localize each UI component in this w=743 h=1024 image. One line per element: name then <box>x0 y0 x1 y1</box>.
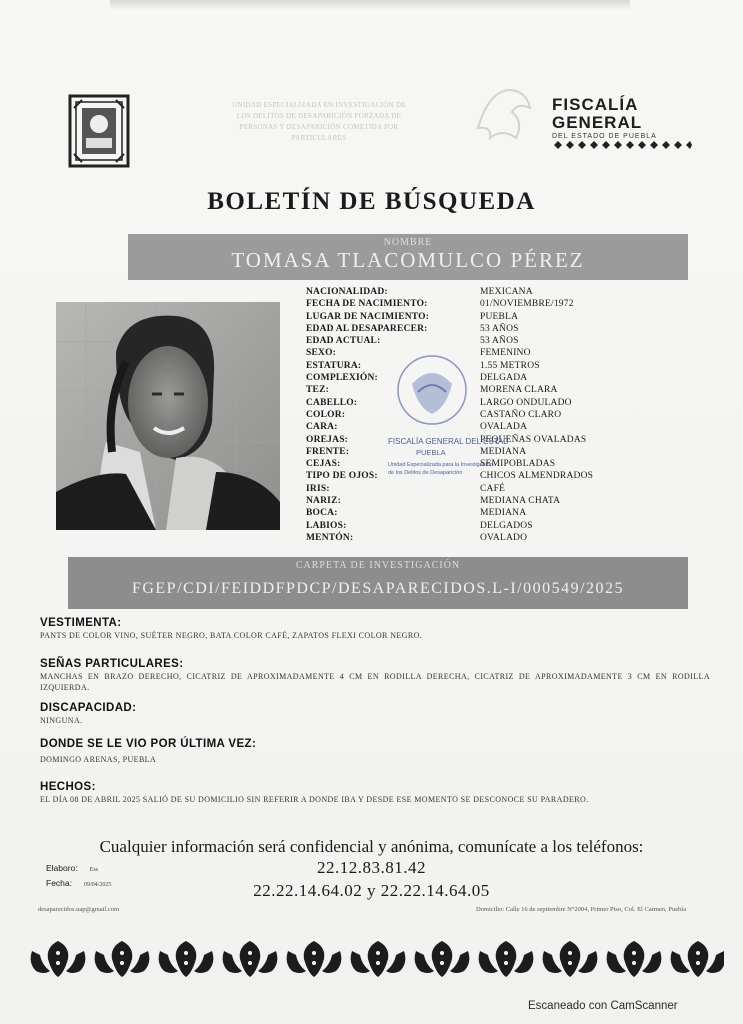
field-label: SEXO: <box>306 348 337 359</box>
field-label: OREJAS: <box>306 434 349 445</box>
contact-message: Cualquier información será confidencial y anónima, comunícate a los teléfonos: <box>99 837 644 856</box>
field-label: IRIS: <box>306 483 330 494</box>
person-name: TOMASA TLACOMULCO PÉREZ <box>231 248 585 272</box>
field-label: EDAD ACTUAL: <box>306 336 381 347</box>
hechos-heading: HECHOS: <box>40 781 96 793</box>
org-line: UNIDAD ESPECIALIZADA EN INVESTIGACIÓN DE <box>232 101 406 109</box>
carpeta-label: CARPETA DE INVESTIGACIÓN <box>295 560 461 571</box>
field-value: SEMIPOBLADAS <box>480 459 556 470</box>
state-seal-icon <box>68 94 130 168</box>
section-vestimenta <box>40 617 710 641</box>
field-label: NARIZ: <box>306 496 341 507</box>
field-label: BOCA: <box>306 508 338 519</box>
field-label: CEJAS: <box>306 459 341 470</box>
contact-email: desaparecidos.uap@gmail.com <box>38 906 120 913</box>
talavera-motif <box>479 941 534 977</box>
field-value: OVALADA <box>480 422 528 433</box>
field-value: 1.55 METROS <box>480 360 540 371</box>
org-line: PERSONAS Y DESAPARICIÓN COMETIDA POR <box>239 123 399 131</box>
stamp-line1: FISCALÍA GENERAL DEL ESTADO <box>388 437 508 446</box>
camscanner-watermark: Escaneado con CamScanner <box>528 1000 678 1012</box>
carpeta-number: FGEP/CDI/FEIDDFPDCP/DESAPARECIDOS.L-I/000549/2025 <box>131 580 625 597</box>
elaboro-value: Ess <box>89 867 99 873</box>
field-label: TIPO DE OJOS: <box>306 471 378 482</box>
field-value: CHICOS ALMENDRADOS <box>480 471 594 482</box>
elaboration-info <box>46 862 111 892</box>
field-value: 53 AÑOS <box>480 323 519 334</box>
field-value: CAFÉ <box>480 483 506 494</box>
fiscalia-line1: FISCALÍA <box>552 95 639 114</box>
field-label: ESTATURA: <box>306 360 362 371</box>
section-senas <box>40 658 710 693</box>
section-discapacidad <box>40 702 710 726</box>
field-label: CABELLO: <box>306 397 358 408</box>
elaboro-label: Elaboro: <box>46 863 78 873</box>
talavera-motif <box>415 941 470 977</box>
faded-eagle-icon <box>468 78 538 148</box>
page-title: BOLETÍN DE BÚSQUEDA <box>207 188 536 215</box>
discapacidad-heading: DISCAPACIDAD: <box>40 702 137 714</box>
field-value: 01/NOVIEMBRE/1972 <box>480 299 574 310</box>
section-ultima-vez <box>40 738 710 765</box>
ultima-vez-heading: DONDE SE LE VIO POR ÚLTIMA VEZ: <box>40 738 257 750</box>
talavera-motif <box>159 941 214 977</box>
talavera-border-icon <box>24 935 724 979</box>
talavera-strip-icon <box>552 141 692 149</box>
senas-text: MANCHAS EN BRAZO DERECHO, CICATRIZ DE APROXIMADAMENTE 4 CM EN RODILLA DERECHA, CICATRIZ DE APROXIMADAMENTE 3 CM EN RODILLA IZQUIERDA. <box>40 672 710 692</box>
office-address: Domicilio: Calle 16 de septiembre N°2004, Primer Piso, Col. El Carmen, Puebla <box>475 906 686 913</box>
field-value: FEMENINO <box>480 348 531 359</box>
investigation-folder-bar <box>68 557 688 609</box>
field-label: MENTÓN: <box>306 532 354 543</box>
field-value: DELGADA <box>480 373 528 384</box>
field-label: NACIONALIDAD: <box>306 287 388 297</box>
field-value: MEDIANA CHATA <box>480 496 561 507</box>
field-label: EDAD AL DESAPARECER: <box>306 323 428 334</box>
field-value: DELGADOS <box>480 520 533 531</box>
senas-heading: SEÑAS PARTICULARES: <box>40 658 184 670</box>
talavera-motif <box>607 941 662 977</box>
field-value: MORENA CLARA <box>480 385 558 396</box>
talavera-motif <box>287 941 342 977</box>
field-label: LUGAR DE NACIMIENTO: <box>306 311 430 322</box>
name-label: NOMBRE <box>383 237 433 248</box>
talavera-motif <box>543 941 598 977</box>
hechos-text: EL DÍA 08 DE ABRIL 2025 SALIÓ DE SU DOMICILIO SIN REFERIR A DONDE IBA Y DESDE ESE MOMENTO SE DESCONOCE SU PARADERO. <box>40 795 589 804</box>
field-label: LABIOS: <box>306 520 347 531</box>
talavera-motif <box>31 941 86 977</box>
field-value: PUEBLA <box>480 311 519 322</box>
vestimenta-text: PANTS DE COLOR VINO, SUÉTER NEGRO, BATA COLOR CAFÉ, ZAPATOS FLEXI COLOR NEGRO. <box>40 631 423 640</box>
scan-shadow <box>110 0 630 10</box>
section-hechos <box>40 781 710 805</box>
talavera-motif <box>223 941 278 977</box>
person-photo <box>56 302 280 530</box>
field-value: LARGO ONDULADO <box>480 397 572 408</box>
field-label: FRENTE: <box>306 446 350 457</box>
stamp-line3: Unidad Especializada para la Investigación <box>388 462 493 468</box>
field-value: CASTAÑO CLARO <box>480 409 562 420</box>
faded-organization-text <box>196 100 442 152</box>
field-value: 53 AÑOS <box>480 336 519 347</box>
field-value: MEXICANA <box>480 287 533 297</box>
org-line: PARTICULARES <box>291 134 347 142</box>
field-label: COLOR: <box>306 409 346 420</box>
field-label: CARA: <box>306 422 338 433</box>
org-line: LOS DELITOS DE DESAPARICIÓN FORZADA DE <box>236 112 402 120</box>
phone-number-2: 22.22.14.64.02 y 22.22.14.64.05 <box>253 881 490 900</box>
stamp-line2: PUEBLA <box>416 448 446 457</box>
field-value: MEDIANA <box>480 446 527 457</box>
vestimenta-heading: VESTIMENTA: <box>40 617 122 629</box>
fiscalia-logo <box>552 96 702 149</box>
talavera-motif <box>671 941 724 977</box>
name-bar <box>128 234 688 280</box>
fiscalia-line3: DEL ESTADO DE PUEBLA <box>552 133 657 140</box>
field-value: OVALADO <box>480 532 528 543</box>
fecha-label: Fecha: <box>46 878 72 888</box>
talavera-motif <box>351 941 406 977</box>
field-label: TEZ: <box>306 385 329 396</box>
fecha-value: 09/04/2025 <box>84 882 112 888</box>
fiscalia-line2: GENERAL <box>552 113 643 132</box>
discapacidad-text: NINGUNA. <box>40 716 83 725</box>
phone-number-1: 22.12.83.81.42 <box>317 858 426 877</box>
field-value: MEDIANA <box>480 508 527 519</box>
ultima-vez-text: DOMINGO ARENAS, PUEBLA <box>40 755 157 764</box>
field-label: COMPLEXIÓN: <box>306 373 378 384</box>
stamp-line4: de los Delitos de Desaparición <box>388 470 463 476</box>
field-label: FECHA DE NACIMIENTO: <box>306 299 428 310</box>
talavera-motif <box>95 941 150 977</box>
field-value: PEQUEÑAS OVALADAS <box>480 434 587 445</box>
official-stamp <box>388 348 508 488</box>
